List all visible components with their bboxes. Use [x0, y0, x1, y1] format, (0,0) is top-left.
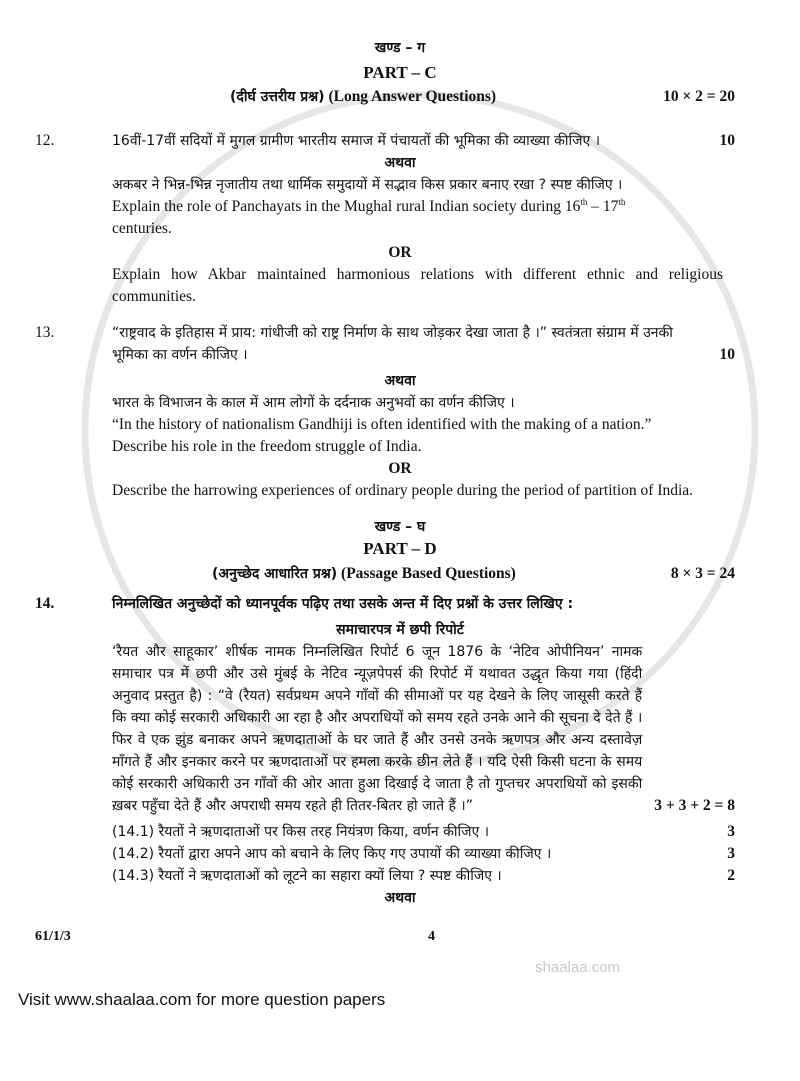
- subquestion-14-3: (14.3) रैयतों ने ऋणदाताओं को लूटने का सहारा क्यों लिया ? स्पष्ट कीजिए ।: [112, 868, 502, 884]
- q13-hindi: [112, 322, 708, 366]
- sup: th: [580, 196, 588, 207]
- q13-row: [35, 322, 735, 366]
- or-label: OR: [388, 460, 412, 477]
- q12-hindi: 16वीं-17वीं सदियों में मुगल ग्रामीण भारतीय समाज में पंचायतों की भूमिका की व्याख्या कीजिए ।: [112, 133, 601, 149]
- q12-row: [35, 130, 735, 152]
- passage-line: “वे (रैयत) सर्वप्रथम अपने गाँवों की सीमाओं पर यह देखने के लिए जासूसी करते हैं कि क्या कोई सरकारी: [112, 688, 643, 726]
- q13-hindi-line2: उनकी भूमिका का वर्णन कीजिए ।: [112, 325, 673, 363]
- q13-english: [112, 414, 723, 458]
- or-label: OR: [388, 244, 412, 261]
- q14-row: [35, 593, 735, 615]
- part-c-subtitle: [112, 86, 651, 108]
- q12-hindi-alt: अकबर ने भिन्न-भिन्न नृजातीय तथा धार्मिक समुदायों में सद्भाव किस प्रकार बनाए रखा ? स्पष्ट कीजिए ।: [112, 177, 623, 193]
- section-c-hindi: खण्ड – ग: [374, 40, 426, 56]
- q12-en-text: Explain the role of Panchayats in the Mughal rural Indian society during 16: [112, 198, 581, 215]
- passage-heading: समाचारपत्र में छपी रिपोर्ट: [336, 622, 464, 638]
- athava-label: अथवा: [384, 155, 416, 171]
- subquestion-row: [35, 821, 735, 843]
- subquestion-row: [35, 843, 735, 865]
- q12-english-line2: centuries.: [112, 220, 172, 237]
- subquestion-14-1: (14.1) रैयतों ने ऋणदाताओं पर किस तरह नियंत्रण किया, वर्णन कीजिए ।: [112, 824, 490, 840]
- q13-english-line2: Describe his role in the freedom struggle of India.: [112, 438, 422, 455]
- passage-row: [35, 641, 735, 817]
- question-number: 12.: [35, 132, 55, 149]
- passage-line: ‘रैयत और साहूकार’ शीर्षक नामक निम्नलिखित रिपोर्ट 6 जून 1876 के ‘नेटिव ओपीनियन’ नामक समाचार पत्र: [112, 644, 643, 682]
- subquestion-marks: 2: [727, 867, 735, 884]
- section-d-hindi: खण्ड – घ: [374, 519, 426, 535]
- q12-english-alt-line1: Explain how Akbar maintained harmonious relations with different ethnic and: [112, 266, 658, 283]
- subquestion-marks: 3: [727, 823, 735, 840]
- q12-marks: 10: [719, 132, 735, 149]
- page-number: 4: [428, 929, 435, 944]
- part-d-subtitle-row: [35, 563, 735, 585]
- q12-english: [112, 196, 723, 218]
- q13-hindi-alt: भारत के विभाजन के काल में आम लोगों के दर्दनाक अनुभवों का वर्णन कीजिए ।: [112, 395, 515, 411]
- q13-english-line1: “In the history of nationalism Gandhiji is often identified with the making of a nation.”: [112, 416, 652, 433]
- passage: [112, 641, 642, 817]
- subtitle-en: (Long Answer Questions): [328, 88, 497, 105]
- paper-code: 61/1/3: [35, 929, 71, 944]
- passage-line: करने पर ऋणदाताओं पर हमला करके छीन लेते हैं । यदि ऐसी किसी घटना के समय कोई सरकारी अधिकारी: [112, 754, 643, 792]
- subquestion-row: [35, 865, 735, 887]
- sup: th: [618, 196, 626, 207]
- q12-en-mid: – 17: [587, 198, 619, 215]
- page-footer: [35, 929, 435, 945]
- part-c-title: PART – C: [363, 63, 437, 82]
- passage-line: अपराधी समय रहते ही तितर-बितर हो जाते हैं ।”: [230, 798, 473, 814]
- q12-english-alt: [112, 264, 723, 308]
- subquestion-14-2: (14.2) रैयतों द्वारा अपने आप को बचाने के लिए किए गए उपायों की व्याख्या कीजिए ।: [112, 846, 552, 862]
- shaalaa-link[interactable]: Visit www.shaalaa.com for more question papers: [18, 990, 386, 1009]
- part-c-marks: 10 × 2 = 20: [663, 88, 735, 105]
- passage-line: अधिकारी आ रहा है और अपराधियों को समय रहते उनके आने की सूचना दे देते हैं । फिर वे एक झुंड: [112, 710, 643, 748]
- q13-marks: 10: [719, 346, 735, 363]
- q13-english-alt-line1: Describe the harrowing experiences of ordinary people during the period of partition: [112, 482, 637, 499]
- subtitle-hindi: (दीर्घ उत्तरीय प्रश्न): [230, 89, 325, 105]
- subquestion-marks: 3: [727, 845, 735, 862]
- subtitle-en: (Passage Based Questions): [341, 565, 516, 582]
- passage-line: में छपी और उसे मुंबई के नेटिव न्यूज़पेपर्स की रिपोर्ट में यथावत उद्धृत किया गया (हिंदी अनुवाद प्रस्तुत है) :: [112, 666, 643, 704]
- part-c-subtitle-row: [35, 86, 735, 108]
- part-d-title: PART – D: [363, 539, 437, 558]
- athava-label: अथवा: [384, 373, 416, 389]
- part-d-marks: 8 × 3 = 24: [670, 565, 735, 582]
- subtitle-hindi: (अनुच्छेद आधारित प्रश्न): [212, 566, 338, 582]
- q13-english-alt-line2: of India.: [640, 482, 694, 499]
- question-number: 14.: [35, 595, 55, 612]
- passage-line: बनाकर अपने ऋणदाताओं के घर जाते हैं और उनसे उनके ऋणपत्र और अन्य दस्तावेज़ माँगते हैं और इनकार: [112, 732, 643, 770]
- q13-english-alt: [112, 480, 723, 502]
- q13-hindi-line1: “राष्ट्रवाद के इतिहास में प्राय: गांधीजी को राष्ट्र निर्माण के साथ जोड़कर देखा जाता है ।” स्वतंत्रता संग्राम में: [112, 325, 639, 341]
- watermark-text: shaalaa.com: [535, 959, 621, 976]
- q14-instruction: निम्नलिखित अनुच्छेदों को ध्यानपूर्वक पढ़िए तथा उसके अन्त में दिए प्रश्नों के उत्तर लिखिए :: [112, 596, 574, 612]
- question-number: 13.: [35, 324, 55, 341]
- passage-line: उन गाँवों की ओर आता हुआ दिखाई दे जाता है तो गुप्तचर अपराधियों को इसकी ख़बर पहुँचा देते हैं और: [112, 776, 643, 814]
- passage-marks: 3 + 3 + 2 = 8: [654, 797, 735, 814]
- q12-english-alt-line2: religious communities.: [112, 266, 723, 305]
- athava-label: अथवा: [384, 890, 416, 906]
- part-d-subtitle: [112, 563, 659, 585]
